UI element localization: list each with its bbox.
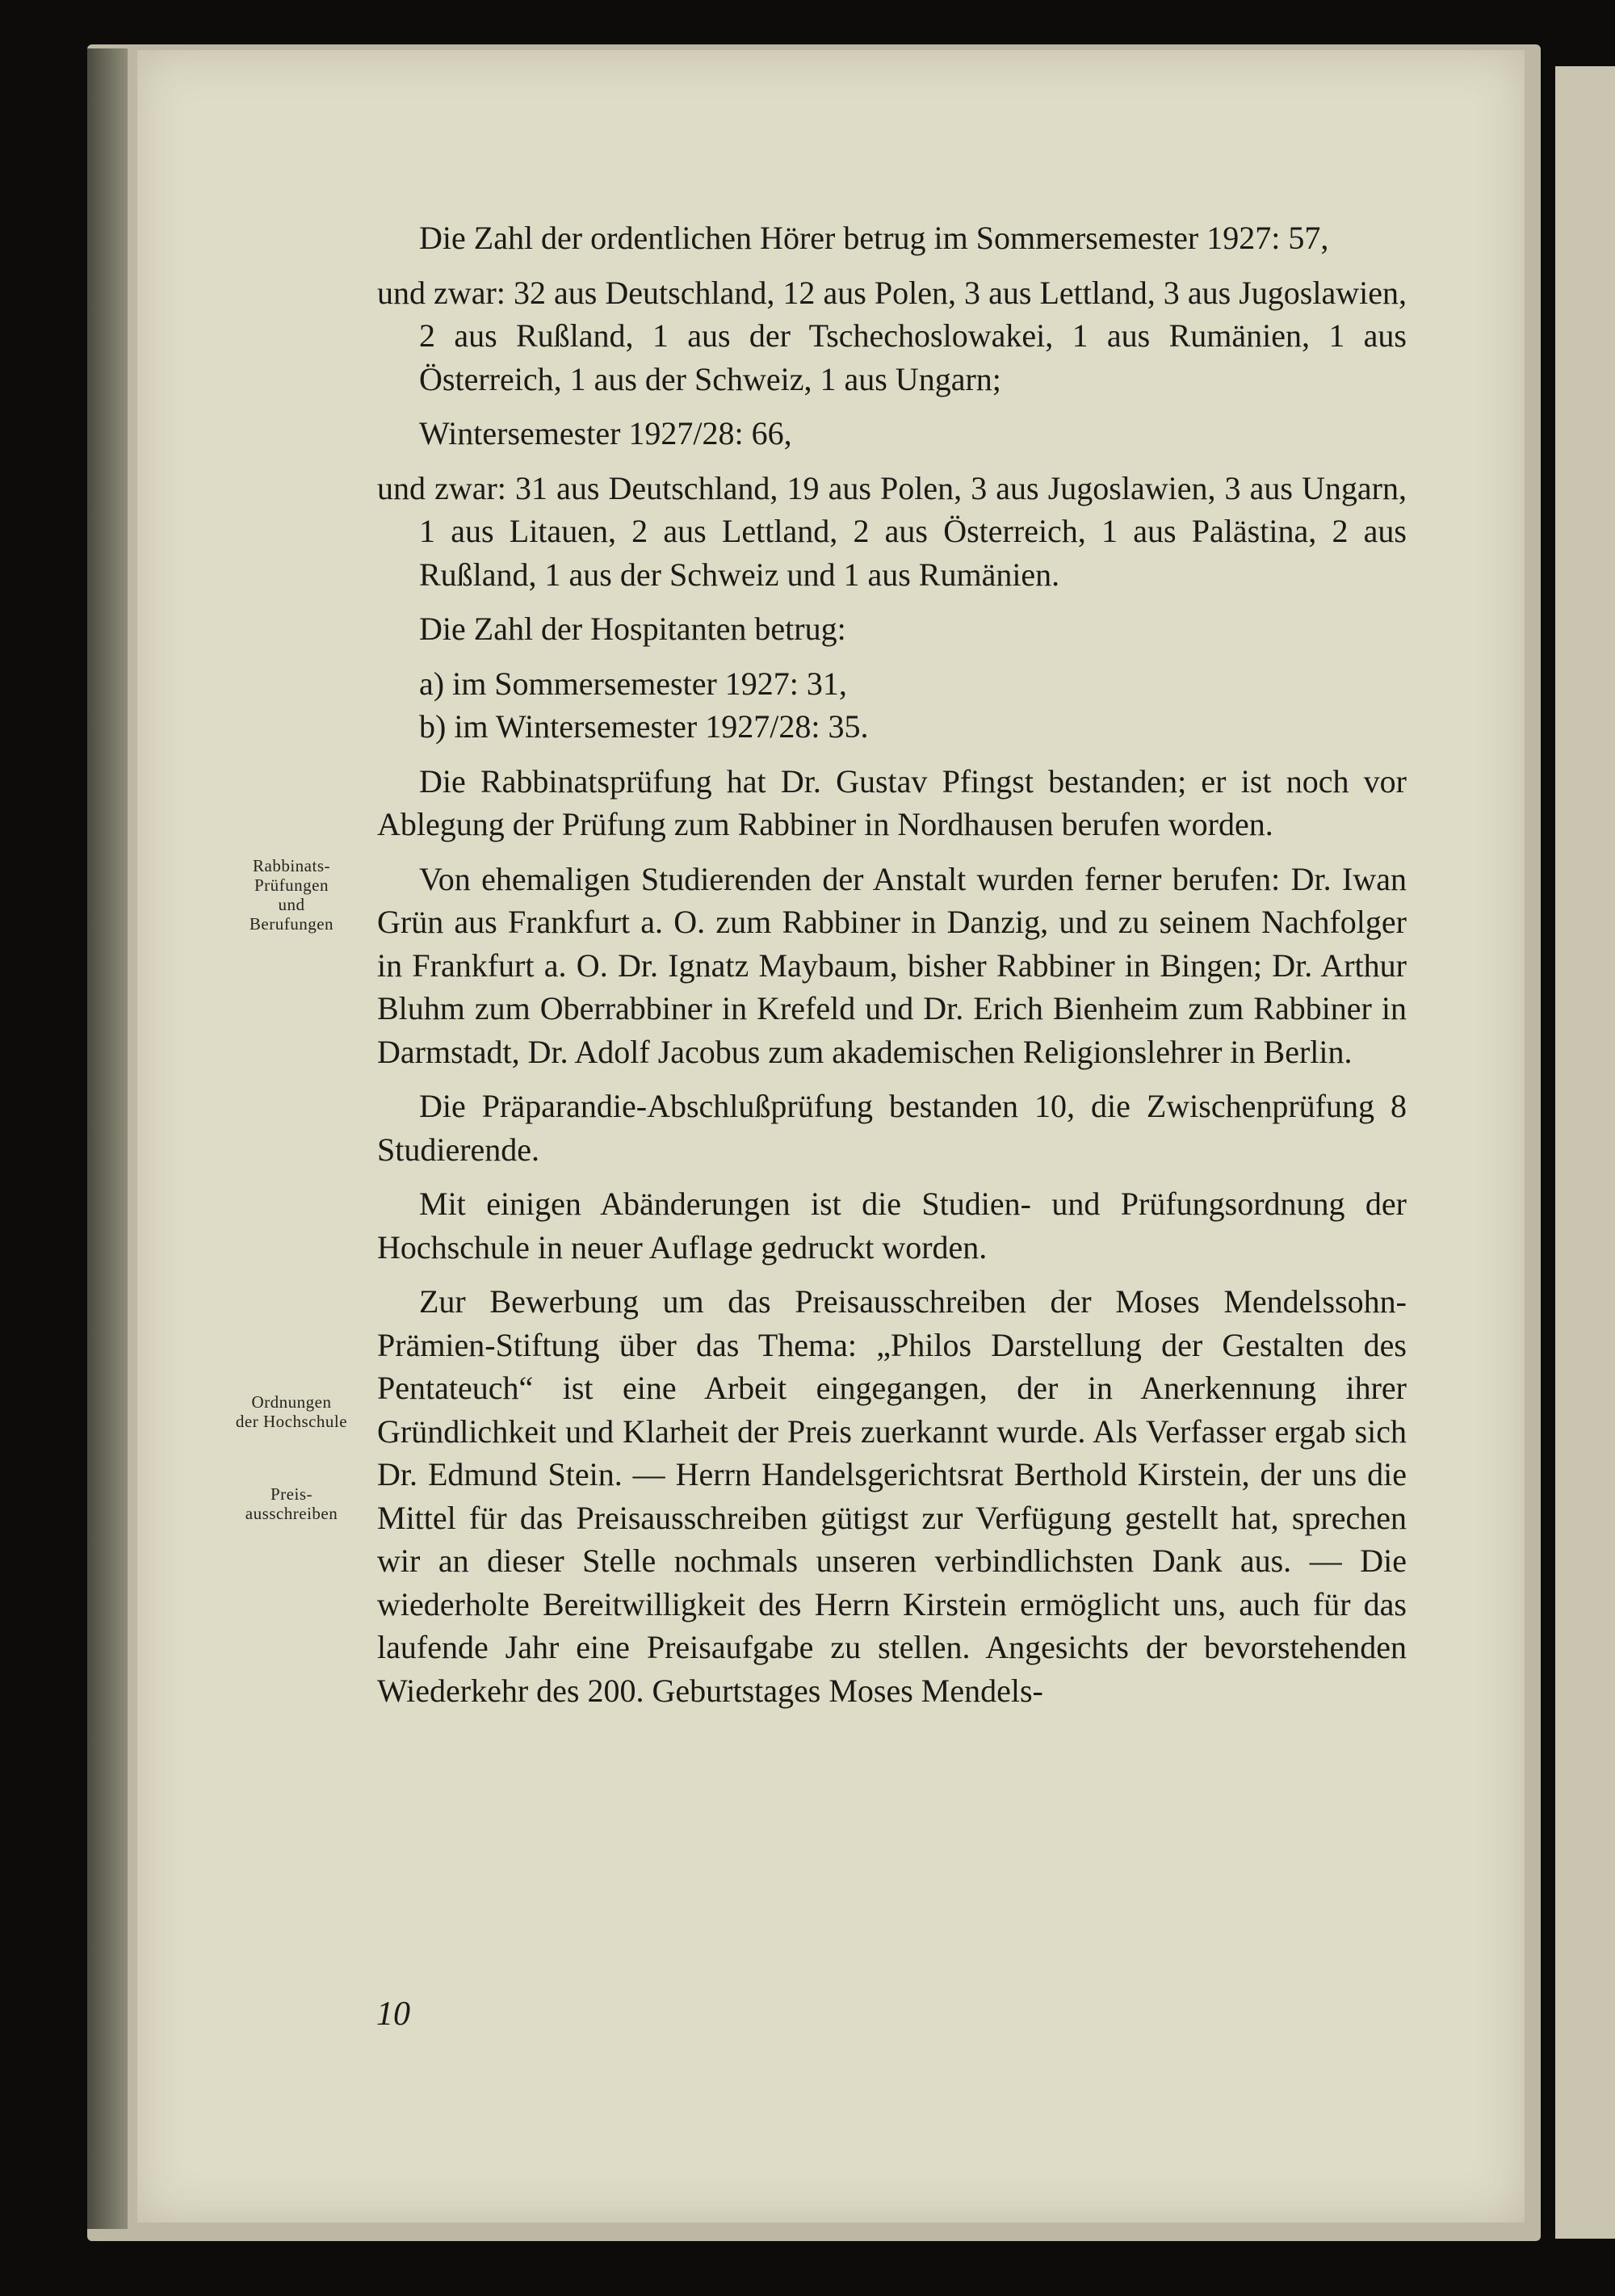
margin-note-line: Prüfungen: [254, 875, 329, 895]
margin-note-ordnungen: [215, 1392, 368, 1431]
margin-note-rabbinat: [215, 856, 368, 934]
body-text: [377, 216, 1407, 1723]
paragraph-herkunft-sommer: und zwar: 32 aus Deutschland, 12 aus Polen, 3 aus Lettland, 3 aus Jugoslawien, 2 aus Rußland, 1 aus der Tschechoslowakei, 1 aus Rumänien, 1 aus Österreich, 1 aus der Schweiz, 1 aus Ungarn;: [377, 274, 1407, 397]
margin-note-line: Preis-: [271, 1484, 313, 1504]
paragraph-hoerer-winter: Wintersemester 1927/28: 66,: [419, 415, 792, 451]
paragraph-rabbinatspruefung: Die Rabbinatsprüfung hat Dr. Gustav Pfingst bestanden; er ist noch vor Ablegung der Prüfung zum Rabbiner in Nordhausen berufen worden.: [377, 762, 1407, 842]
paragraph-herkunft-winter: und zwar: 31 aus Deutschland, 19 aus Polen, 3 aus Jugoslawien, 3 aus Ungarn, 1 aus Litauen, 2 aus Lettland, 2 aus Österreich, 1 aus Palästina, 2 aus Rußland, 1 aus der Schweiz und 1 aus Rumänien.: [377, 469, 1407, 593]
margin-note-line: und: [278, 895, 305, 914]
paragraph-hospitanten: Die Zahl der Hospitanten betrug:: [419, 611, 846, 647]
paragraph-berufungen: Von ehemaligen Studierenden der Anstalt wurden ferner berufen: Dr. Iwan Grün aus Frankfurt a. O. zum Rabbiner in Danzig, und zu seinem Nachfolger in Frankfurt a. O. Dr. Ignatz Maybaum, bisher Rabbiner in Bingen; Dr. Arthur Bluhm zum Oberrabbiner in Krefeld und Dr. Erich Bienheim zum Rabbiner in Darmstadt, Dr. Adolf Jacobus zum akademischen Religionslehrer in Berlin.: [377, 860, 1407, 1070]
margin-note-line: ausschreiben: [245, 1504, 338, 1523]
margin-note-line: der Hochschule: [235, 1412, 348, 1431]
page-number: 10: [376, 1996, 410, 2033]
paragraph-ordnungen: Mit einigen Abänderungen ist die Studien- und Prüfungsordnung der Hochschule in neuer Auflage gedruckt worden.: [377, 1186, 1407, 1266]
margin-note-preisausschreiben: [215, 1484, 368, 1523]
paragraph-preisausschreiben: Zur Bewerbung um das Preisausschreiben der Moses Mendelssohn-Prämien-Stiftung über das Thema: „Philos Darstellung der Gestalten des Pentateuch“ ist eine Arbeit eingegangen, der in Anerkennung ihrer Gründlichkeit und Klarheit der Preis zuerkannt wurde. Als Verfasser ergab sich Dr. Edmund Stein. — Herrn Handelsgerichtsrat Berthold Kirstein, der uns die Mittel für das Preisausschreiben gütigst zur Verfügung gestellt hat, sprechen wir an dieser Stelle nochmals unseren verbindlichsten Dank aus. — Die wiederholte Bereitwilligkeit des Herrn Kirstein ermöglicht uns, auch für das laufende Jahr eine Preisaufgabe zu stellen. Angesichts der bevorstehenden Wiederkehr des 200. Geburtstages Moses Mendels-: [377, 1283, 1407, 1709]
paragraph-praeparandie: Die Präparandie-Abschlußprüfung bestanden 10, die Zwischenprüfung 8 Studierende.: [377, 1088, 1407, 1168]
list-item-winter: b) im Wintersemester 1927/28: 35.: [419, 708, 869, 745]
list-item-sommer: a) im Sommersemester 1927: 31,: [419, 665, 847, 702]
paragraph-hoerer-sommer: Die Zahl der ordentlichen Hörer betrug im Sommersemester 1927: 57,: [419, 220, 1329, 256]
book-binding: [87, 48, 128, 2229]
margin-note-line: Ordnungen: [251, 1392, 332, 1412]
margin-note-line: Rabbinats-: [253, 856, 330, 875]
facing-page-edge: [1555, 66, 1615, 2239]
margin-note-line: Berufungen: [249, 914, 334, 934]
